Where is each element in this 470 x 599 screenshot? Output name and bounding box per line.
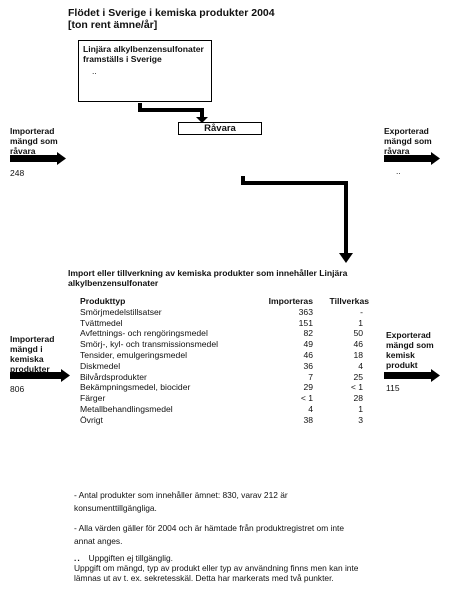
arrow-exported-products-head bbox=[431, 369, 440, 382]
imported-products-label-line: produkter bbox=[10, 364, 50, 374]
exported-raw-label bbox=[384, 126, 432, 156]
exported-products-label-line: Exporterad bbox=[386, 330, 431, 340]
imported-products-label-line: mängd i bbox=[10, 344, 43, 354]
note-line: - Alla värden gäller för 2004 och är hämtade från produktregistret om inte bbox=[74, 523, 345, 533]
exported-products-label-line: produkt bbox=[386, 360, 418, 370]
imported-amount: 49 bbox=[303, 339, 313, 350]
note-no-data-legend bbox=[74, 553, 414, 583]
production-box-line-2: framställs i Sverige bbox=[83, 54, 162, 64]
table-row bbox=[80, 404, 369, 415]
imported-products-label-line: kemiska bbox=[10, 354, 44, 364]
imported-raw-label bbox=[10, 126, 58, 156]
arrow-exported-raw-shaft bbox=[384, 155, 432, 162]
imported-amount: 36 bbox=[303, 360, 313, 371]
imported-amount: 4 bbox=[308, 403, 313, 414]
manufactured-amount: 1 bbox=[358, 403, 363, 414]
manufactured-amount: 28 bbox=[353, 393, 363, 404]
imported-amount: < 1 bbox=[300, 393, 313, 404]
exported-raw-value: .. bbox=[396, 166, 401, 176]
note-line: lämnas ut av t. ex. sekretesskäl. Detta har markerats med två punkter. bbox=[74, 573, 334, 583]
imported-amount: 38 bbox=[303, 414, 313, 425]
table-row bbox=[80, 339, 369, 350]
arrow-exported-raw-head bbox=[431, 152, 440, 165]
table-row bbox=[80, 415, 369, 426]
arrow-raw-to-products bbox=[243, 176, 346, 256]
imported-products-value: 806 bbox=[10, 384, 25, 394]
header-product-type: Produkttyp bbox=[80, 296, 126, 306]
note-line: annat anges. bbox=[74, 536, 123, 546]
exported-products-label-line: mängd som bbox=[386, 340, 434, 350]
table-row bbox=[80, 328, 369, 339]
imported-products-label bbox=[10, 334, 54, 374]
arrow-imported-raw-head bbox=[57, 152, 66, 165]
manufactured-amount: 46 bbox=[353, 339, 363, 350]
exported-products-value: 115 bbox=[386, 383, 400, 393]
header-manufactured: Tillverkas bbox=[329, 296, 369, 306]
product-type: Färger bbox=[80, 393, 106, 404]
manufactured-amount: - bbox=[360, 306, 363, 317]
manufactured-amount: 25 bbox=[353, 371, 363, 382]
no-data-title: Uppgiften ej tillgänglig. bbox=[88, 553, 173, 563]
production-box bbox=[78, 40, 212, 102]
exported-products-label-line: kemisk bbox=[386, 350, 415, 360]
arrow-raw-to-products-head bbox=[339, 253, 353, 263]
imported-amount: 82 bbox=[303, 328, 313, 339]
imported-amount: 151 bbox=[298, 317, 313, 328]
note-line: - Antal produkter som innehåller ämnet: 830, varav 212 är bbox=[74, 490, 288, 500]
product-type: Tensider, emulgeringsmedel bbox=[80, 349, 188, 360]
table-row bbox=[80, 350, 369, 361]
manufactured-amount: 50 bbox=[353, 328, 363, 339]
note-line: Uppgift om mängd, typ av produkt eller typ av användning finns men kan inte bbox=[74, 563, 359, 573]
product-type: Smörjmedelstillsatser bbox=[80, 306, 162, 317]
note-data-source bbox=[74, 522, 404, 548]
imported-raw-label-line: mängd som bbox=[10, 136, 58, 146]
note-line: konsumenttillgängliga. bbox=[74, 503, 157, 513]
production-box-line-1: Linjära alkylbenzensulfonater bbox=[83, 44, 204, 54]
arrow-exported-products-shaft bbox=[384, 372, 432, 379]
product-type: Bilvårdsprodukter bbox=[80, 371, 147, 382]
products-table bbox=[80, 296, 369, 426]
product-type: Avfettnings- och rengöringsmedel bbox=[80, 328, 208, 339]
product-type: Bekämpningsmedel, biocider bbox=[80, 382, 191, 393]
arrow-imported-raw-shaft bbox=[10, 155, 58, 162]
imported-raw-label-line: Importerad bbox=[10, 126, 55, 136]
manufactured-amount: 4 bbox=[358, 360, 363, 371]
note-product-count bbox=[74, 489, 394, 515]
product-type: Övrigt bbox=[80, 414, 103, 425]
manufactured-amount: 3 bbox=[358, 414, 363, 425]
production-box-value: .. bbox=[92, 66, 97, 76]
imported-amount: 29 bbox=[303, 382, 313, 393]
table-row bbox=[80, 307, 369, 318]
manufactured-amount: < 1 bbox=[350, 382, 363, 393]
table-row bbox=[80, 393, 369, 404]
table-row bbox=[80, 361, 369, 372]
arrow-imported-products-head bbox=[61, 369, 70, 382]
table-row bbox=[80, 382, 369, 393]
product-type: Tvättmedel bbox=[80, 317, 123, 328]
manufactured-amount: 1 bbox=[358, 317, 363, 328]
exported-raw-label-line: råvara bbox=[384, 146, 410, 156]
product-type: Diskmedel bbox=[80, 360, 121, 371]
products-section-title: Import eller tillverkning av kemiska produkter som innehåller Linjära alkylbenzensulfonater bbox=[68, 268, 348, 288]
exported-products-label bbox=[386, 330, 434, 370]
manufactured-amount: 18 bbox=[353, 349, 363, 360]
product-type: Metallbehandlingsmedel bbox=[80, 403, 173, 414]
table-row bbox=[80, 318, 369, 329]
title-line-2: [ton rent ämne/år] bbox=[68, 19, 158, 31]
imported-products-label-line: Importerad bbox=[10, 334, 55, 344]
table-row bbox=[80, 372, 369, 383]
imported-amount: 363 bbox=[298, 306, 313, 317]
imported-amount: 46 bbox=[303, 349, 313, 360]
no-data-symbol: .. bbox=[74, 553, 81, 563]
raw-material-box: Råvara bbox=[178, 122, 262, 135]
arrow-production-to-raw bbox=[140, 103, 202, 119]
imported-raw-label-line: råvara bbox=[10, 146, 36, 156]
exported-raw-label-line: Exporterad bbox=[384, 126, 429, 136]
products-table-header bbox=[80, 296, 369, 307]
diagram-title bbox=[68, 7, 275, 31]
imported-raw-value: 248 bbox=[10, 168, 25, 178]
product-type: Smörj-, kyl- och transmissionsmedel bbox=[80, 339, 219, 350]
imported-amount: 7 bbox=[308, 371, 313, 382]
exported-raw-label-line: mängd som bbox=[384, 136, 432, 146]
title-line-1: Flödet i Sverige i kemiska produkter 2004 bbox=[68, 7, 275, 19]
header-imported: Importeras bbox=[268, 296, 313, 306]
